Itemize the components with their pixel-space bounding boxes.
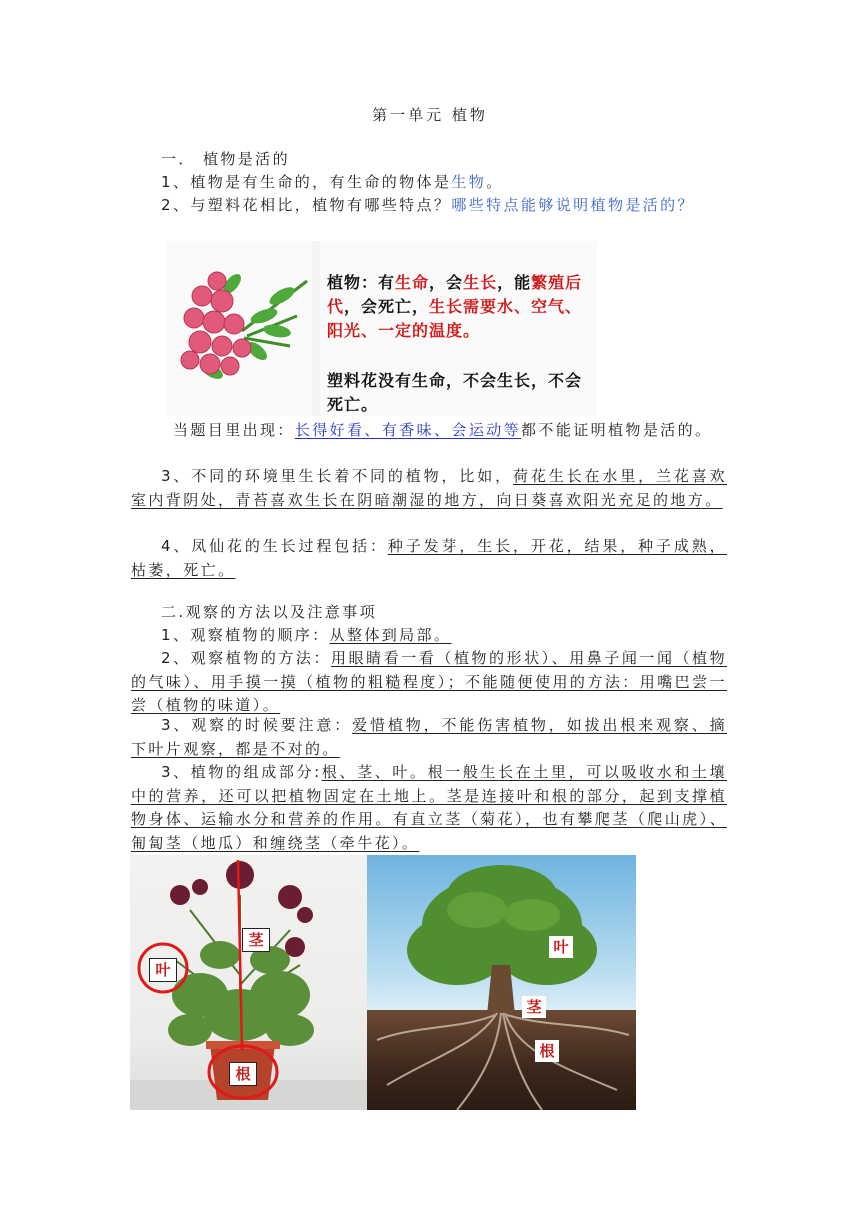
section2-point-1: 1、观察植物的顺序：从整体到局部。 (161, 626, 452, 644)
photo2-leaf-label: 叶 (549, 936, 573, 958)
section1-point-4: 4、凤仙花的生长过程包括：种子发芽，生长，开花，结果，种子成熟，枯萎，死亡。 (131, 537, 727, 579)
plastic-flower-description: 塑料花没有生命，不会生长，不会死亡。 (327, 371, 583, 414)
page-title: 第一单元 植物 (372, 106, 488, 124)
flower-bouquet-icon (172, 256, 312, 406)
chrysanthemum-photo (130, 855, 367, 1110)
highlight-living-thing: 生物 (451, 173, 487, 191)
section2-point-2: 2、观察植物的方法：用眼睛看一看（植物的形状）、用鼻子闻一闻（植物的气味）、用手摸一摸（植物的粗糙程度）；不能随便使用的方法：用嘴巴尝一尝（植物的味道）。 (131, 649, 727, 714)
section2-point-3: 3、观察的时候要注意：爱惜植物，不能伤害植物，如拔出根来观察、摘下叶片观察，都是不对的。 (131, 716, 727, 758)
flower-comparison-image (167, 241, 597, 416)
plant-description: 植物：有生命，会生长，能繁殖后代，会死亡，生长需要水、空气、阳光、一定的温度。 (327, 273, 583, 340)
photo1-root-label: 根 (229, 1062, 257, 1086)
tree-photo (367, 855, 636, 1110)
highlight-question: 哪些特点能够说明植物是活的？ (451, 196, 695, 214)
section2-point-4: 3、植物的组成部分:根、茎、叶。根一般生长在土里，可以吸收水和土壤中的营养，还可以把植物固定在土地上。茎是连接叶和根的部分，起到支撑植物身体、运输水分和营养的作用。有直立茎（菊花），也有攀爬茎（爬山虎）、匍匐茎（地瓜）和缠绕茎（牵牛花）。 (131, 763, 727, 852)
note-link[interactable]: 长得好看、有香味、会运动等 (294, 421, 522, 439)
section1-note: 当题目里出现：长得好看、有香味、会运动等都不能证明植物是活的。 (173, 421, 713, 439)
tree-icon (367, 855, 636, 1110)
photo2-stem-label: 茎 (522, 996, 546, 1018)
photo1-stem-label: 茎 (242, 928, 270, 952)
section1-point-3: 3、不同的环境里生长着不同的植物，比如，荷花生长在水里，兰花喜欢室内背阴处，青苔喜欢生长在阴暗潮湿的地方，向日葵喜欢阳光充足的地方。 (131, 467, 727, 509)
section1-point-1: 1、植物是有生命的，有生命的物体是生物。 (161, 173, 504, 191)
section2-heading: 二.观察的方法以及注意事项 (161, 603, 377, 621)
section1-point-2: 2、与塑料花相比，植物有哪些特点？哪些特点能够说明植物是活的？ (161, 196, 695, 214)
photo2-root-label: 根 (535, 1040, 559, 1062)
photo1-leaf-label: 叶 (149, 958, 177, 982)
section1-heading: 一． 植物是活的 (161, 150, 290, 168)
